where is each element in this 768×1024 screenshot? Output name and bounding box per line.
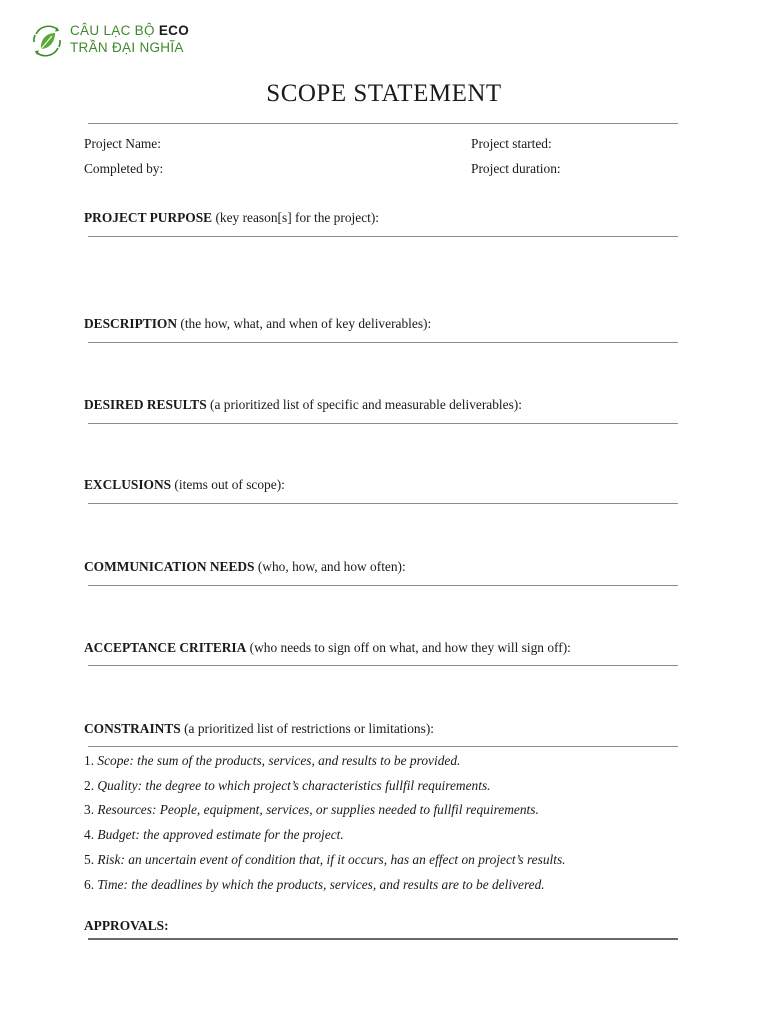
- section-heading: CONSTRAINTS: [84, 721, 181, 736]
- project-name-label: Project Name:: [84, 136, 161, 151]
- section-note: (who, how, and how often):: [254, 559, 406, 574]
- constraint-number: 6.: [84, 877, 95, 892]
- page-title: SCOPE STATEMENT: [266, 80, 502, 107]
- constraint-text: Scope: the sum of the products, services, and results to be provided.: [97, 753, 461, 768]
- club-name-line1: CÂU LẠC BỘ: [70, 23, 155, 38]
- club-name-line2: TRẦN ĐẠI NGHĨA: [70, 40, 184, 55]
- section-heading: DESIRED RESULTS: [84, 397, 207, 412]
- club-name-eco: ECO: [158, 23, 189, 38]
- constraint-number: 3.: [84, 802, 95, 817]
- section-note: (a prioritized list of specific and measurable deliverables):: [206, 397, 522, 412]
- constraint-item: [84, 778, 491, 794]
- approvals-heading: [84, 918, 169, 934]
- section-note: (key reason[s] for the project):: [212, 210, 380, 225]
- divider: [88, 423, 678, 424]
- desired-results-heading: [84, 397, 522, 413]
- divider: [88, 236, 678, 237]
- section-heading: DESCRIPTION: [84, 316, 178, 331]
- constraint-text: Quality: the degree to which project’s characteristics fullfil requirements.: [97, 778, 491, 793]
- constraint-number: 4.: [84, 827, 95, 842]
- constraint-text: Risk: an uncertain event of condition that, if it occurs, has an effect on project’s results.: [97, 852, 566, 867]
- constraint-number: 1.: [84, 753, 95, 768]
- exclusions-heading: [84, 477, 285, 493]
- leaf-recycle-icon: [28, 22, 66, 60]
- divider: [88, 503, 678, 504]
- club-name: [70, 22, 189, 56]
- section-heading: APPROVALS:: [84, 918, 169, 933]
- divider: [88, 746, 678, 747]
- constraint-text: Time: the deadlines by which the products, services, and results are to be delivered.: [97, 877, 545, 892]
- description-heading: [84, 316, 431, 332]
- constraint-item: [84, 827, 344, 843]
- constraints-heading: [84, 721, 434, 737]
- section-heading: ACCEPTANCE CRITERIA: [84, 640, 247, 655]
- section-heading: EXCLUSIONS: [84, 477, 172, 492]
- project-duration-label: Project duration:: [471, 161, 561, 176]
- divider: [88, 123, 678, 124]
- divider: [88, 665, 678, 666]
- completed-by-label: Completed by:: [84, 161, 164, 176]
- project-started-label: Project started:: [471, 136, 552, 151]
- section-note: (who needs to sign off on what, and how they will sign off):: [246, 640, 571, 655]
- divider: [88, 938, 678, 940]
- divider: [88, 585, 678, 586]
- divider: [88, 342, 678, 343]
- constraint-text: Budget: the approved estimate for the project.: [97, 827, 344, 842]
- section-heading: COMMUNICATION NEEDS: [84, 559, 255, 574]
- section-note: (items out of scope):: [171, 477, 285, 492]
- constraint-number: 2.: [84, 778, 95, 793]
- acceptance-criteria-heading: [84, 640, 571, 656]
- section-heading: PROJECT PURPOSE: [84, 210, 213, 225]
- club-logo: [28, 20, 228, 64]
- section-note: (a prioritized list of restrictions or limitations):: [180, 721, 435, 736]
- constraint-item: [84, 877, 545, 893]
- constraint-item: [84, 753, 460, 769]
- constraint-item: [84, 852, 566, 868]
- project-purpose-heading: [84, 210, 379, 226]
- constraint-item: [84, 802, 539, 818]
- constraint-text: Resources: People, equipment, services, or supplies needed to fullfil requirements.: [97, 802, 539, 817]
- communication-needs-heading: [84, 559, 406, 575]
- constraint-number: 5.: [84, 852, 95, 867]
- section-note: (the how, what, and when of key deliverables):: [177, 316, 432, 331]
